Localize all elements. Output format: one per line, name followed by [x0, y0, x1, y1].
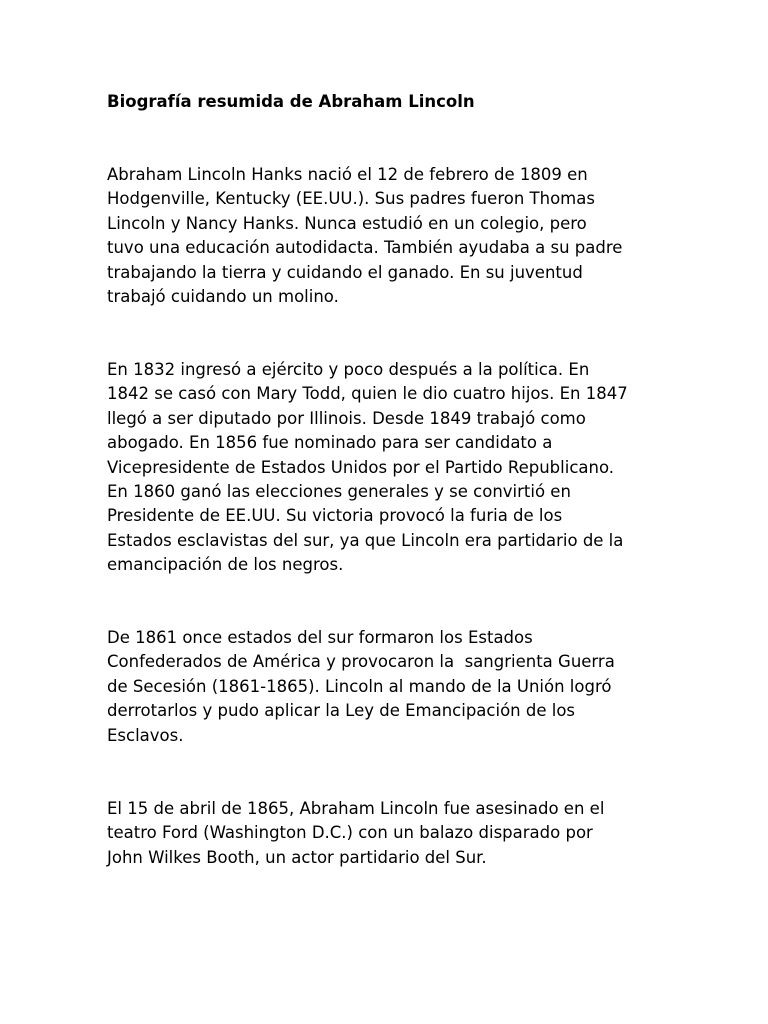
text-line: Vicepresidente de Estados Unidos por el Partido Republicano. — [107, 457, 615, 477]
text-line: El 15 de abril de 1865, Abraham Lincoln fue asesinado en el — [107, 799, 605, 818]
text-line: tuvo una educación autodidacta. También ayudaba a su padre — [107, 238, 623, 258]
text-line: abogado. En 1856 fue nominado para ser candidato a — [107, 433, 553, 453]
text-line: Estados esclavistas del sur, ya que Lincoln era partidario de la — [107, 530, 624, 550]
text-line: trabajó cuidando un molino. — [107, 287, 339, 307]
text-line: En 1860 ganó las elecciones generales y se convirtió en — [107, 482, 571, 502]
text-line: De 1861 once estados del sur formaron los Estados — [107, 628, 533, 647]
paragraph-assassination — [107, 797, 667, 870]
document-title: Biografía resumida de Abraham Lincoln — [107, 92, 475, 111]
text-line: John Wilkes Booth, un actor partidario del Sur. — [107, 847, 487, 867]
paragraph-birth — [107, 163, 667, 309]
paragraph-civil-war — [107, 626, 667, 748]
text-line: emancipación de los negros. — [107, 555, 344, 575]
text-line: Presidente de EE.UU. Su victoria provocó la furia de los — [107, 506, 563, 526]
paragraph-career — [107, 358, 667, 578]
text-line: Hodgenville, Kentucky (EE.UU.). Sus padres fueron Thomas — [107, 189, 595, 209]
text-line: llegó a ser diputado por Illinois. Desde 1849 trabajó como — [107, 408, 586, 428]
text-line: teatro Ford (Washington D.C.) con un balazo disparado por — [107, 823, 593, 843]
text-line: 1842 se casó con Mary Todd, quien le dio cuatro hijos. En 1847 — [107, 384, 628, 404]
text-line: En 1832 ingresó a ejército y poco después a la política. En — [107, 360, 590, 379]
text-line: trabajando la tierra y cuidando el ganado. En su juventud — [107, 262, 583, 282]
text-line: Abraham Lincoln Hanks nació el 12 de febrero de 1809 en — [107, 165, 588, 184]
text-line: Esclavos. — [107, 725, 184, 745]
text-line: derrotarlos y pudo aplicar la Ley de Emancipación de los — [107, 701, 576, 721]
text-line: de Secesión (1861-1865). Lincoln al mando de la Unión logró — [107, 676, 612, 696]
text-line: Confederados de América y provocaron la sangrienta Guerra — [107, 652, 615, 672]
text-line: Lincoln y Nancy Hanks. Nunca estudió en un colegio, pero — [107, 213, 587, 233]
